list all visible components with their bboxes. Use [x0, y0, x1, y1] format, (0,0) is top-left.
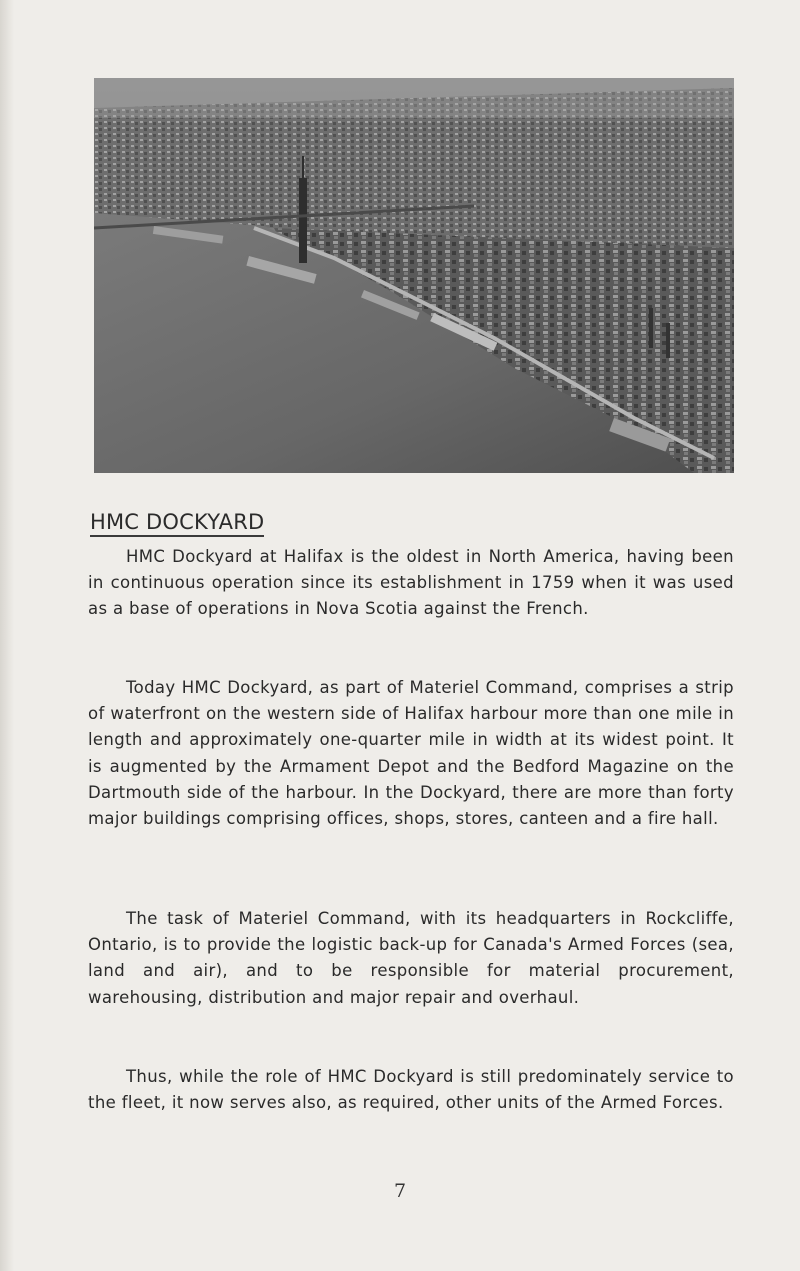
paragraph-1	[88, 544, 734, 623]
harbour-illustration	[94, 78, 734, 473]
paragraph-2-text: Today HMC Dockyard, as part of Materiel Command, comprises a strip of waterfront on the western side of Halifax harbour more than one mile in length and approximately one-quarter mile in width at its widest point. It is augmented by the Armament Depot and the Bedford Magazine on the Dartmouth side of the harbour. In the Dockyard, there are more than forty major buildings comprising offices, shops, stores, canteen and a fire hall.	[88, 678, 734, 829]
paragraph-4	[88, 1064, 734, 1116]
paragraph-3	[88, 906, 734, 1011]
section-heading: HMC DOCKYARD	[90, 510, 264, 537]
page-fold-shadow	[0, 0, 14, 1271]
paragraph-2	[88, 675, 734, 832]
paragraph-4-text: Thus, while the role of HMC Dockyard is still predominately service to the fleet, it now serves also, as required, other units of the Armed Forces.	[88, 1067, 734, 1113]
paragraph-1-text: HMC Dockyard at Halifax is the oldest in North America, having been in continuous operation since its establishment in 1759 when it was used as a base of operations in Nova Scotia against the French.	[88, 547, 734, 619]
paragraph-3-text: The task of Materiel Command, with its headquarters in Rockcliffe, Ontario, is to provide the logistic back-up for Canada's Armed Forces (sea, land and air), and to be responsible for material procurement, warehousing, distribution and major repair and overhaul.	[88, 909, 734, 1007]
page-number: 7	[393, 1180, 407, 1202]
aerial-harbour-photo	[94, 78, 734, 473]
